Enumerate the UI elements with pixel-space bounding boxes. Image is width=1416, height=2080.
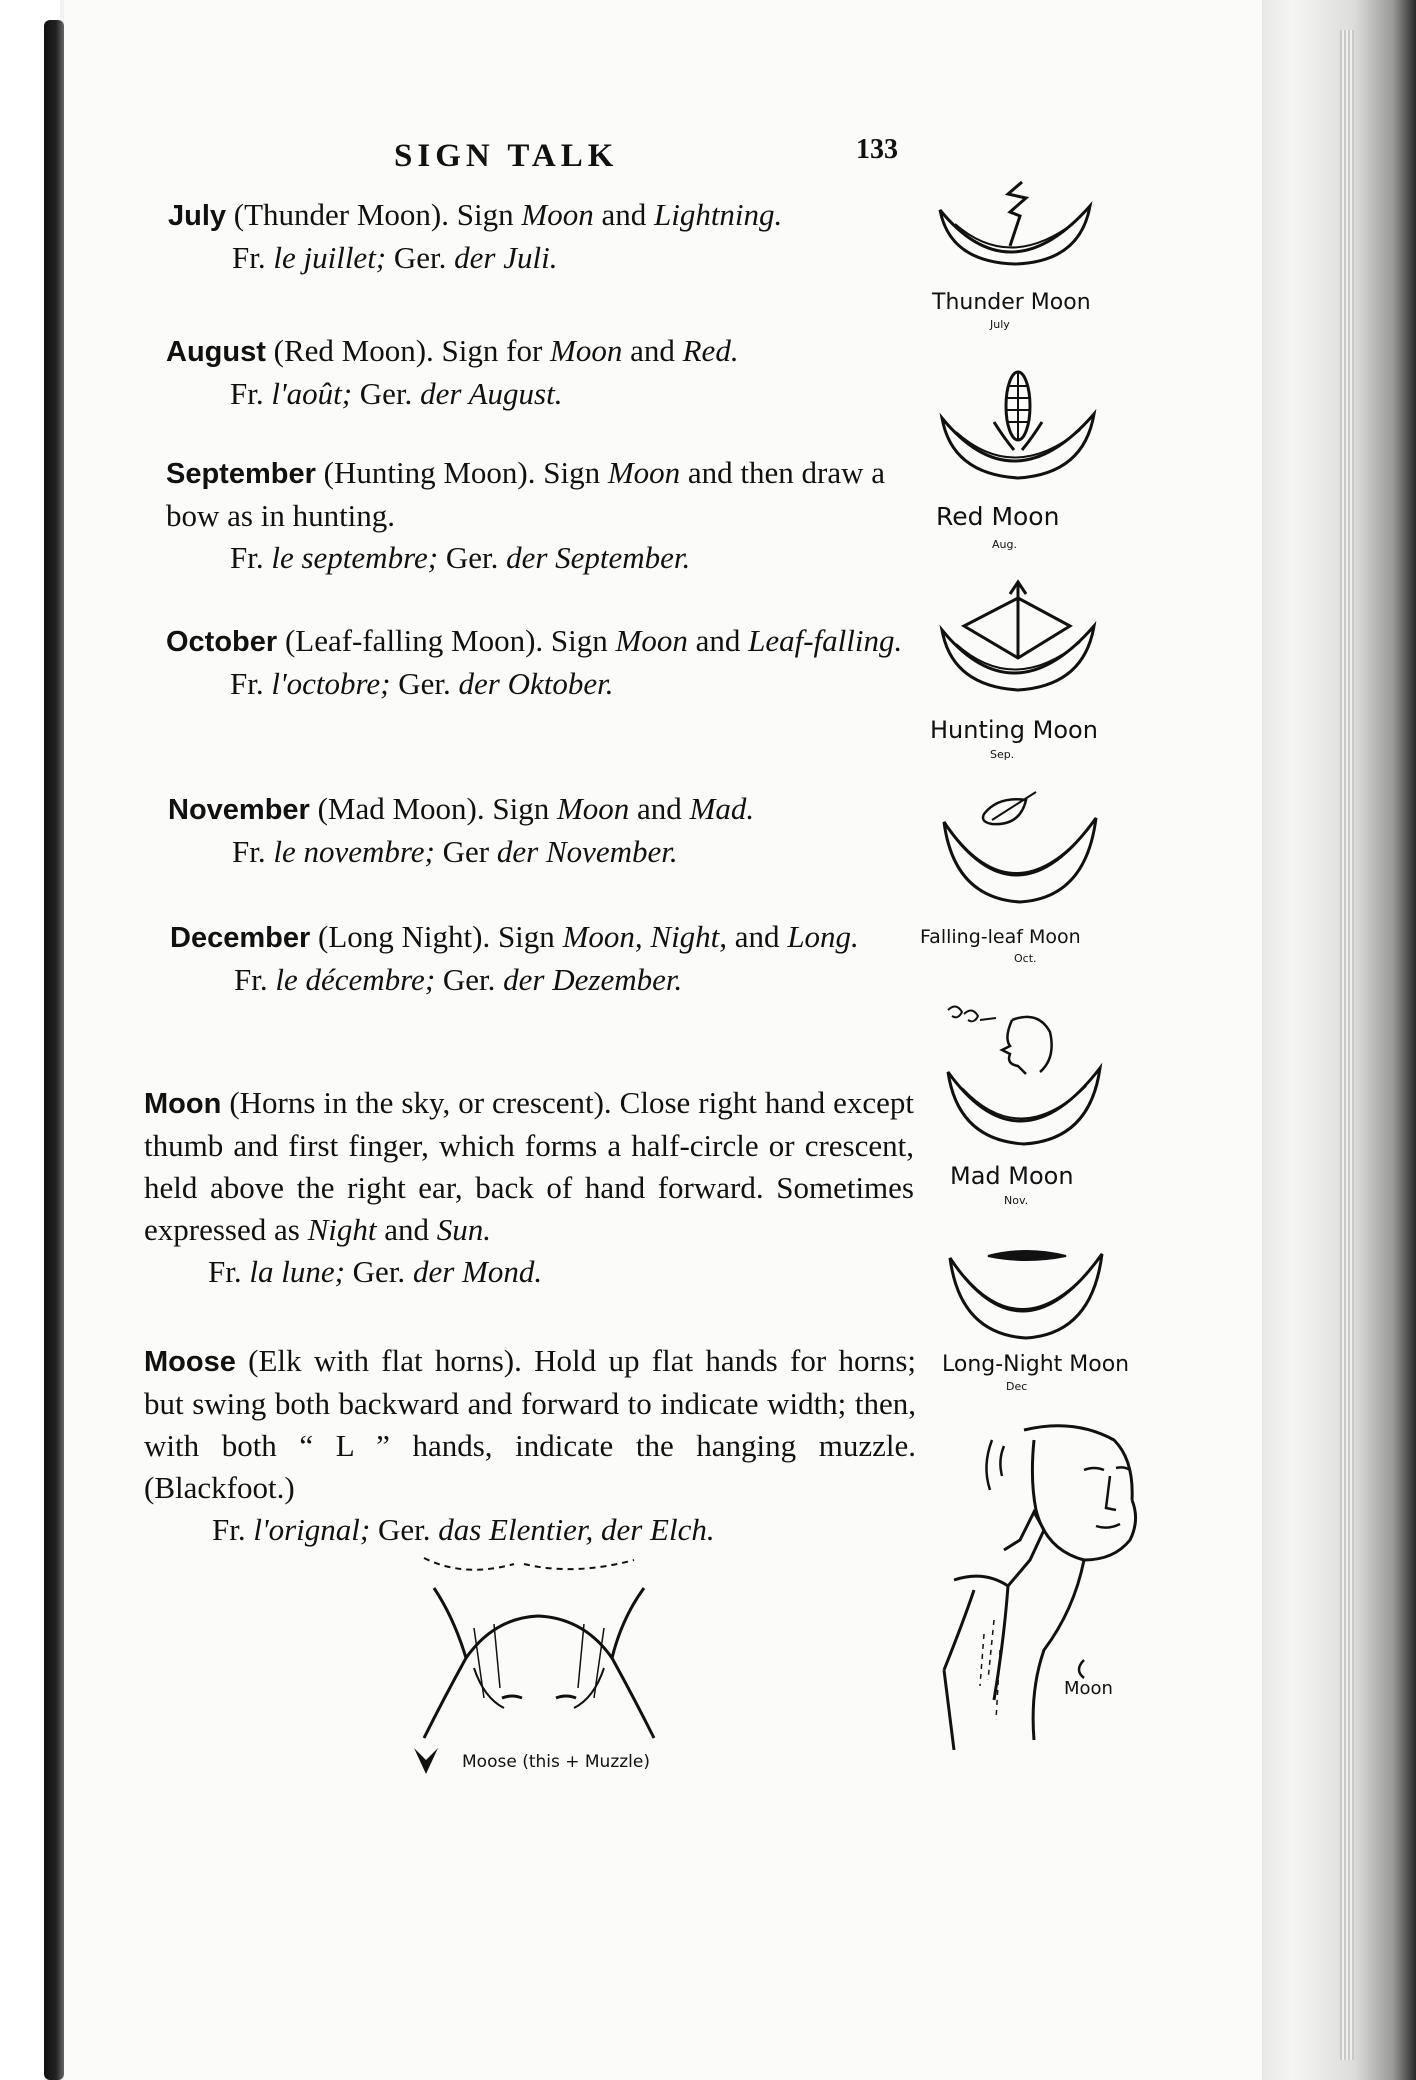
- entry-headword: December: [170, 922, 311, 954]
- moose-sign-caption: Moose (this + Muzzle): [462, 1752, 650, 1772]
- translation-line: Fr. le septembre; Ger. der September.: [230, 540, 691, 575]
- moose-sign-illustration: [404, 1548, 674, 1778]
- entry-headword: October: [166, 626, 278, 658]
- mad-moon-month: Nov.: [1004, 1194, 1029, 1207]
- translation-line: Fr. la lune; Ger. der Mond.: [208, 1254, 543, 1289]
- running-header: SIGN TALK: [394, 138, 619, 174]
- entry-november: November (Mad Moon). Sign Moon and Mad. Fr. le novembre; Ger der November.: [168, 788, 928, 873]
- hunting-moon-illustration: [934, 578, 1104, 708]
- entry-headword: August: [166, 336, 266, 368]
- entry-moon: Moon (Horns in the sky, or crescent). Close right hand except thumb and first finger, which forms a half-circle or crescent, held above the right ear, back of hand forward. Sometimes expressed as Night and Sun. Fr. la lune; Ger. der Mond.: [144, 1082, 914, 1293]
- long-night-moon-month: Dec: [1006, 1380, 1028, 1393]
- red-moon-month: Aug.: [992, 538, 1017, 551]
- page-stack-edge: [1262, 0, 1416, 2080]
- entry-headword: July: [168, 200, 227, 232]
- entry-headword: Moon: [144, 1088, 222, 1120]
- entry-july: July (Thunder Moon). Sign Moon and Lightning. Fr. le juillet; Ger. der Juli.: [168, 194, 928, 279]
- long-night-moon-illustration: [942, 1236, 1112, 1356]
- moon-sign-caption: Moon: [1064, 1678, 1113, 1699]
- entry-august: August (Red Moon). Sign for Moon and Red. Fr. l'août; Ger. der August.: [166, 330, 926, 415]
- entry-headword: September: [166, 458, 316, 490]
- book-gutter: [44, 20, 64, 2080]
- moon-sign-illustration: [934, 1420, 1194, 1770]
- entry-september: September (Hunting Moon). Sign Moon and then draw a bow as in hunting. Fr. le septembre; Ger. der September.: [166, 452, 906, 579]
- entry-headword: November: [168, 794, 310, 826]
- translation-line: Fr. l'août; Ger. der August.: [230, 376, 563, 411]
- translation-line: Fr. le novembre; Ger der November.: [232, 834, 678, 869]
- translation-line: Fr. l'octobre; Ger. der Oktober.: [230, 666, 614, 701]
- translation-line: Fr. le juillet; Ger. der Juli.: [232, 240, 558, 275]
- entry-december: December (Long Night). Sign Moon, Night, and Long. Fr. le décembre; Ger. der Dezember.: [170, 916, 910, 1001]
- red-moon-illustration: [934, 366, 1104, 496]
- entry-headword: Moose: [144, 1346, 236, 1378]
- falling-leaf-moon-month: Oct.: [1014, 952, 1037, 965]
- long-night-moon-caption: Long-Night Moon: [942, 1352, 1130, 1377]
- hunting-moon-caption: Hunting Moon: [930, 716, 1098, 744]
- thunder-moon-illustration: [930, 176, 1100, 286]
- translation-line: Fr. l'orignal; Ger. das Elentier, der Elch.: [212, 1512, 715, 1547]
- mad-moon-illustration: [940, 1002, 1110, 1162]
- red-moon-caption: Red Moon: [936, 502, 1060, 531]
- translation-line: Fr. le décembre; Ger. der Dezember.: [234, 962, 683, 997]
- thunder-moon-caption: Thunder Moon: [932, 290, 1091, 315]
- page-number: 133: [856, 134, 898, 165]
- falling-leaf-moon-caption: Falling-leaf Moon: [920, 926, 1081, 948]
- falling-leaf-moon-illustration: [936, 790, 1106, 920]
- hunting-moon-month: Sep.: [990, 748, 1015, 761]
- mad-moon-caption: Mad Moon: [950, 1162, 1074, 1190]
- entry-october: October (Leaf-falling Moon). Sign Moon and Leaf-falling. Fr. l'octobre; Ger. der Oktober.: [166, 620, 906, 705]
- thunder-moon-month: July: [990, 318, 1010, 331]
- entry-moose: Moose (Elk with flat horns). Hold up flat hands for horns; but swing both backward and forward to indicate width; then, with both “ L ” hands, indicate the hanging muzzle. (Blackfoot.) Fr. l'orignal; Ger. das Elentier, der Elch.: [144, 1340, 916, 1551]
